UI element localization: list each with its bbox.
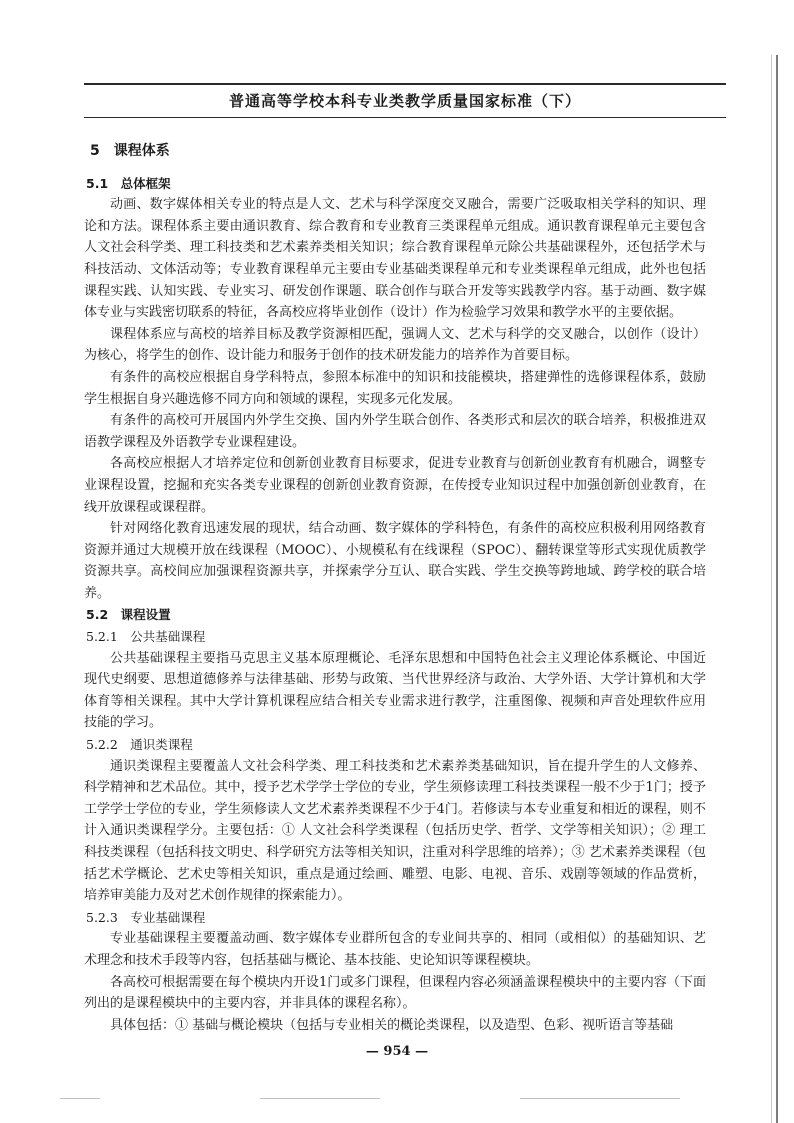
paragraph: 通识类课程主要覆盖人文社会科学类、理工科技类和艺术素养类基础知识，旨在提升学生的人文修养、科学精神和艺术品位。其中，授予艺术学学士学位的专业，学生须修读理工科技类课程一般不少于1门；授予工学学士学位的专业，学生须修读人文艺术素养类课程不少于4门。若修读与本专业重复和相近的课程，则不计入通识类课程学分。主要包括：① 人文社会科学类课程（包括历史学、哲学、文学等相关知识）；② 理工科技类课程（包括科技文明史、科学研究方法等相关知识，注重对科学思维的培养）；③ 艺术素养类课程（包括艺术学概论、艺术史等相关知识，重点是通过绘画、雕塑、电影、电视、音乐、戏剧等领域的作品赏析，培养审美能力及对艺术创作规律的探索能力）。 [84,758,706,904]
paragraph: 公共基础课程主要指马克思主义基本原理概论、毛泽东思想和中国特色社会主义理论体系概论、中国近现代史纲要、思想道德修养与法律基础、形势与政策、当代世界经济与政治、大学外语、大学计算机和大学体育等相关课程。其中大学计算机课程应结合相关专业需求进行教学，注重图像、视频和声音处理软件应用技能的学习。 [84,650,706,731]
page-body [84,141,706,1036]
paragraph: 有条件的高校可开展国内外学生交换、国内外学生联合创作、各类形式和层次的联合培养，积极推进双语教学课程及外语教学专业课程建设。 [84,413,706,450]
running-header: 普通高等学校本科专业类教学质量国家标准（下） [228,92,581,110]
subsection-heading-5-2-1: 5.2.1 公共基础课程 [86,629,206,645]
subsection-heading-5-2-2: 5.2.2 通识类课程 [86,737,193,753]
section-heading: 5 课程体系 [90,143,170,159]
paragraph: 动画、数字媒体相关专业的特点是人文、艺术与科学深度交叉融合，需要广泛吸取相关学科的知识、理论和方法。课程体系主要由通识教育、综合教育和专业教育三类课程单元组成。通识教育课程单元主要包含人文社会科学类、理工科技类和艺术素养类相关知识；综合教育课程单元除公共基础课程外，还包括学术与科技活动、文体活动等；专业教育课程单元主要由专业基础类课程单元和专业类课程单元组成，此外也包括课程实践、认知实践、专业实习、研发创作课题、联合创作与联合开发等实践教学内容。基于动画、数字媒体专业与实践密切联系的特征，各高校应将毕业创作（设计）作为检验学习效果和教学水平的主要依据。 [84,197,706,321]
paragraph: 有条件的高校应根据自身学科特点，参照本标准中的知识和技能模块，搭建弹性的选修课程体系，鼓励学生根据自身兴趣选修不同方向和领域的课程，实现多元化发展。 [84,369,706,407]
header-rule-top [84,83,726,85]
paragraph: 课程体系应与高校的培养目标及教学资源相匹配，强调人文、艺术与科学的交叉融合，以创作（设计）为核心，将学生的创作、设计能力和服务于创作的技术研发能力的培养作为首要目标。 [84,326,706,364]
subsection-heading-5-2-3: 5.2.3 专业基础课程 [86,909,206,925]
scan-artifact [520,1098,680,1099]
paragraph: 具体包括：① 基础与概论模块（包括与专业相关的概论类课程，以及造型、色彩、视听语言等基础 [110,1017,674,1033]
header-rule-bottom [84,117,726,118]
page-edge [776,55,778,1123]
scan-artifact [260,1098,380,1099]
paragraph: 针对网络化教育迅速发展的现状，结合动画、数字媒体的学科特色，有条件的高校应积极利用网络教育资源并通过大规模开放在线课程（MOOC）、小规模私有在线课程（SPOC）、翻转课堂等形式实现优质教学资源共享。高校间应加强课程资源共享，并探索学分互认、联合实践、学生交换等跨地域、跨学校的联合培养。 [84,521,706,601]
subsection-heading-5-2: 5.2 课程设置 [86,607,171,623]
paragraph: 各高校应根据人才培养定位和创新创业教育目标要求，促进专业教育与创新创业教育有机融合，调整专业课程设置，挖掘和充实各类专业课程的创新创业教育资源，在传授专业知识过程中加强创新创业教育，在线开放课程或课程群。 [84,456,706,515]
page-edge-inner [771,55,772,1123]
paragraph: 各高校可根据需要在每个模块内开设1门或多门课程，但课程内容必须涵盖课程模块中的主要内容（下面列出的是课程模块中的主要内容，并非具体的课程名称）。 [84,974,706,1012]
scan-artifact [60,1098,100,1099]
page-number: — 954 — [365,1044,429,1059]
paragraph: 专业基础课程主要覆盖动画、数字媒体专业群所包含的专业间共享的、相同（或相似）的基础知识、艺术理念和技术手段等内容，包括基础与概论、基本技能、史论知识等课程模块。 [84,931,706,968]
subsection-heading-5-1: 5.1 总体框架 [86,175,171,191]
